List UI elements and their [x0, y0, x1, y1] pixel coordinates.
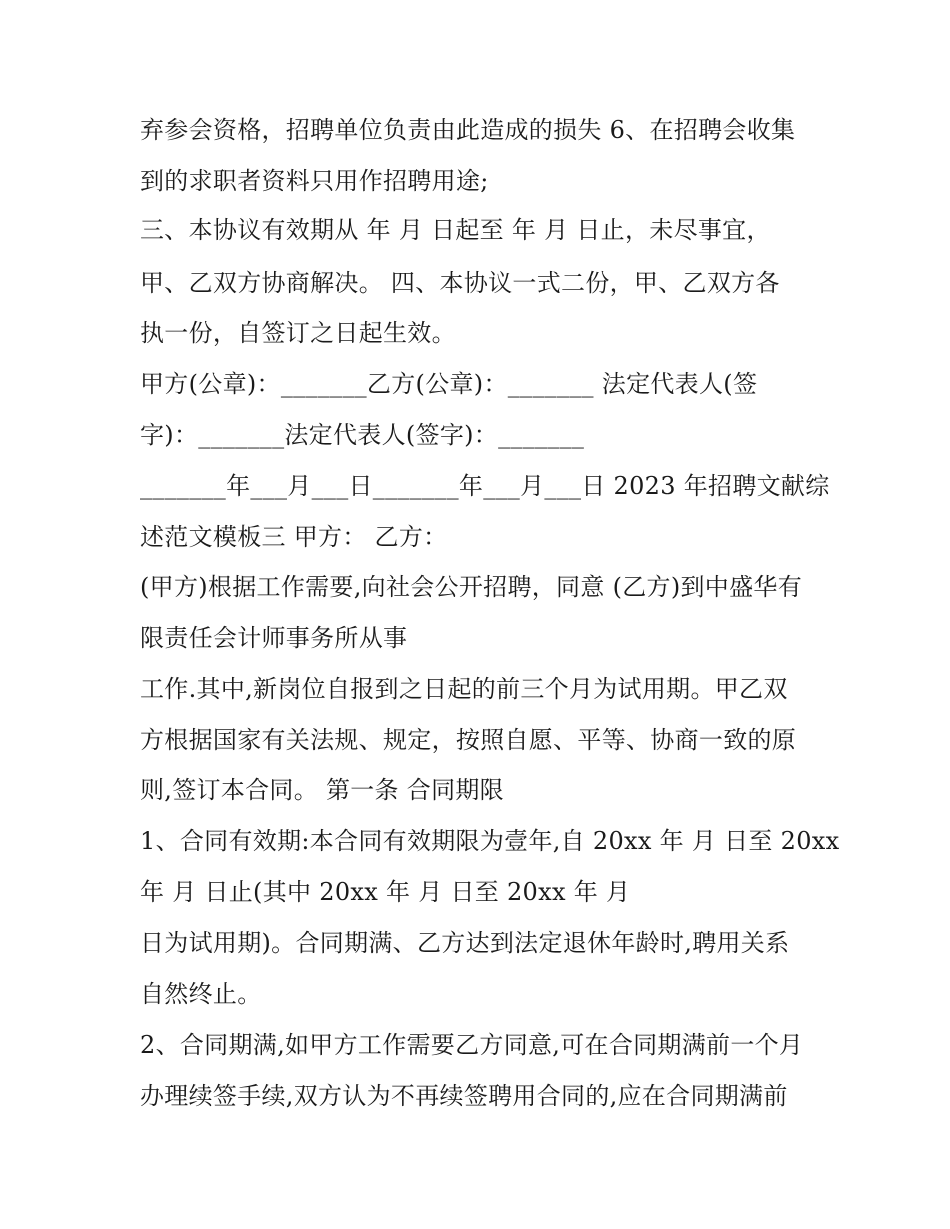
- text-line: 方根据国家有关法规、规定，按照自愿、平等、协商一致的原: [140, 726, 797, 754]
- text-line: 自然终止。: [140, 980, 262, 1008]
- text-line: 到的求职者资料只用作招聘用途;: [140, 167, 489, 195]
- text-line: 限责任会计师事务所从事: [140, 624, 408, 652]
- text-line: 三、本协议有效期从 年 月 日起至 年 月 日止，未尽事宜，: [140, 216, 771, 244]
- text-line: _______年___月___日_______年___月___日 2023 年招聘文献综: [140, 472, 830, 500]
- text-line: 1、合同有效期:本合同有效期限为壹年,自 20xx 年 月 日至 20xx: [140, 827, 840, 855]
- text-line: 2、合同期满,如甲方工作需要乙方同意,可在合同期满前一个月: [140, 1031, 804, 1059]
- text-line: 日为试用期)。合同期满、乙方达到法定退休年龄时,聘用关系: [140, 929, 790, 957]
- text-line: 述范文模板三 甲方： 乙方：: [140, 523, 448, 551]
- text-line: 年 月 日止(其中 20xx 年 月 日至 20xx 年 月: [140, 878, 631, 906]
- text-line: 办理续签手续,双方认为不再续签聘用合同的,应在合同期满前: [140, 1082, 788, 1110]
- text-line: 弃参会资格，招聘单位负责由此造成的损失 6、在招聘会收集: [140, 116, 796, 144]
- text-line: 执一份，自签订之日起生效。: [140, 319, 456, 347]
- text-line: 甲方(公章)：_______乙方(公章)：_______ 法定代表人(签: [140, 370, 758, 398]
- text-line: 则,签订本合同。 第一条 合同期限: [140, 776, 504, 804]
- text-line: (甲方)根据工作需要,向社会公开招聘，同意 (乙方)到中盛华有: [140, 573, 803, 601]
- text-line: 工作.其中,新岗位自报到之日起的前三个月为试用期。甲乙双: [140, 675, 788, 703]
- text-line: 字)：_______法定代表人(签字)：_______: [140, 421, 585, 449]
- text-line: 甲、乙双方协商解决。 四、本协议一式二份，甲、乙双方各: [140, 269, 780, 297]
